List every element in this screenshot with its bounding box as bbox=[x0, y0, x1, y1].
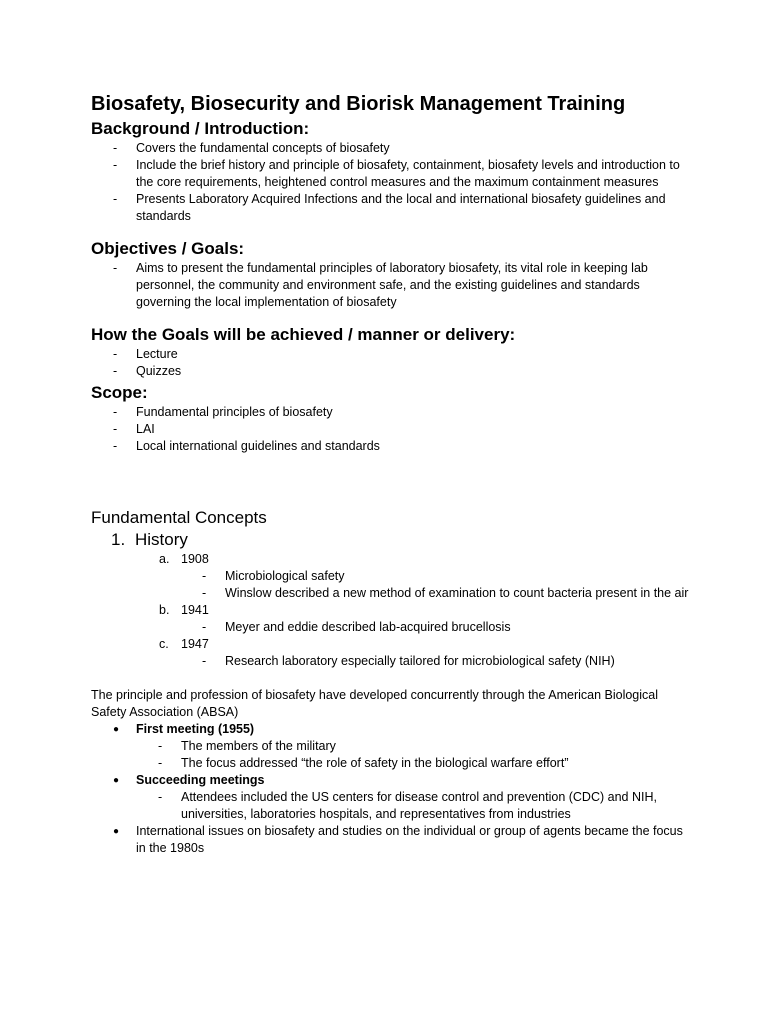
scope-heading: Scope: bbox=[91, 383, 148, 402]
list-item: - Fundamental principles of biosafety bbox=[113, 404, 691, 421]
bullet-icon: ● bbox=[113, 724, 120, 735]
list-item: - The focus addressed “the role of safety in the biological warfare effort” bbox=[158, 755, 691, 772]
entry-marker: a. bbox=[159, 552, 170, 566]
bullet-text: First meeting (1955) bbox=[136, 722, 255, 736]
entry-items bbox=[181, 653, 691, 670]
list-item: - The members of the military bbox=[158, 738, 691, 755]
fundamentals-heading: Fundamental Concepts bbox=[91, 508, 267, 527]
history-entry bbox=[159, 602, 691, 636]
list-item: - Meyer and eddie described lab-acquired brucellosis bbox=[202, 619, 691, 636]
list-item: - Aims to present the fundamental principles of laboratory biosafety, its vital role in keeping lab personnel, the community and environment safe, and the existing guidelines and standards governing the local implementation of biosafety bbox=[113, 260, 691, 311]
delivery-list bbox=[91, 346, 691, 380]
list-item: - Local international guidelines and standards bbox=[113, 438, 691, 455]
list-item: - Microbiological safety bbox=[202, 568, 691, 585]
list-item: - Quizzes bbox=[113, 363, 691, 380]
list-item: - Lecture bbox=[113, 346, 691, 363]
background-list bbox=[91, 140, 691, 225]
background-heading: Background / Introduction: bbox=[91, 119, 310, 138]
bullet-item bbox=[113, 772, 691, 823]
bullet-item bbox=[113, 721, 691, 772]
history-number: 1. bbox=[111, 530, 126, 549]
list-item: - Winslow described a new method of examination to count bacteria present in the air bbox=[202, 585, 691, 602]
document-content bbox=[91, 90, 691, 857]
objectives-heading: Objectives / Goals: bbox=[91, 239, 245, 258]
list-item: - Covers the fundamental concepts of biosafety bbox=[113, 140, 691, 157]
absa-paragraph: The principle and profession of biosafety have developed concurrently through the American Biological Safety Association (ABSA) bbox=[91, 688, 659, 719]
entry-marker: b. bbox=[159, 603, 170, 617]
list-item: - Attendees included the US centers for disease control and prevention (CDC) and NIH, universities, laboratories hospitals, and representatives from industries bbox=[158, 789, 691, 823]
bullet-sublist bbox=[136, 789, 691, 823]
entry-marker: c. bbox=[159, 637, 169, 651]
history-title: History bbox=[135, 530, 188, 549]
entry-year: 1947 bbox=[181, 637, 209, 651]
absa-bullets bbox=[91, 721, 691, 857]
bullet-item bbox=[113, 823, 691, 857]
bullet-text: International issues on biosafety and studies on the individual or group of agents became the focus in the 1980s bbox=[136, 824, 683, 855]
bullet-sublist bbox=[136, 738, 691, 772]
scope-list bbox=[91, 404, 691, 455]
list-item: - LAI bbox=[113, 421, 691, 438]
history-list bbox=[91, 551, 691, 670]
history-entry bbox=[159, 551, 691, 602]
entry-items bbox=[181, 568, 691, 602]
entry-year: 1941 bbox=[181, 603, 209, 617]
bullet-text: Succeeding meetings bbox=[136, 773, 265, 787]
entry-items bbox=[181, 619, 691, 636]
bullet-icon: ● bbox=[113, 826, 120, 837]
history-heading bbox=[91, 529, 691, 551]
bullet-icon: ● bbox=[113, 775, 120, 786]
document-title: Biosafety, Biosecurity and Biorisk Management Training bbox=[91, 93, 626, 115]
delivery-heading: How the Goals will be achieved / manner or delivery: bbox=[91, 325, 516, 344]
objectives-list bbox=[91, 260, 691, 311]
entry-year: 1908 bbox=[181, 552, 209, 566]
list-item: - Include the brief history and principle of biosafety, containment, biosafety levels and introduction to the core requirements, heightened control measures and the maximum containment measures bbox=[113, 157, 691, 191]
list-item: - Presents Laboratory Acquired Infections and the local and international biosafety guidelines and standards bbox=[113, 191, 691, 225]
history-entry bbox=[159, 636, 691, 670]
list-item: - Research laboratory especially tailored for microbiological safety (NIH) bbox=[202, 653, 691, 670]
